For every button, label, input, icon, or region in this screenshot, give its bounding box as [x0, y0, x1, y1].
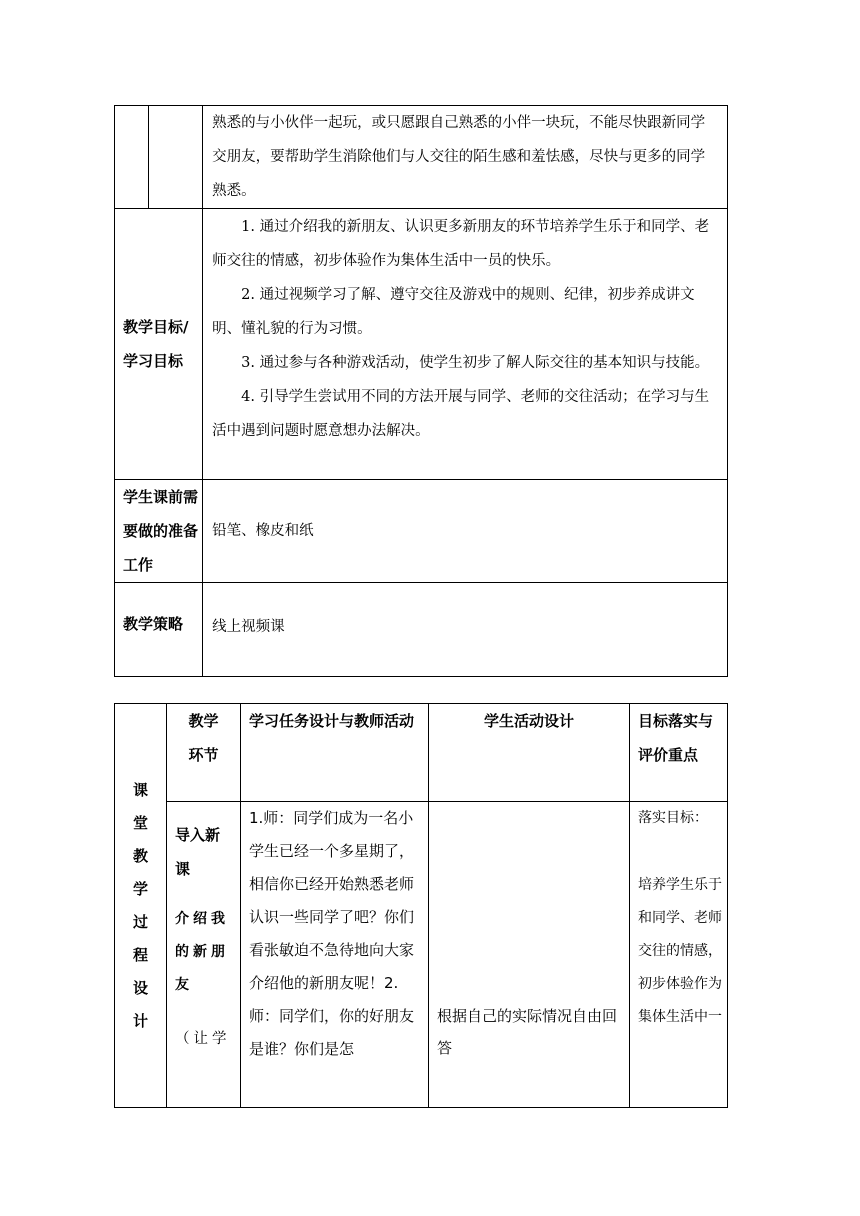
- prep-value: 铅笔、橡皮和纸: [203, 480, 728, 583]
- goal-item: 1. 通过介绍我的新朋友、认识更多新朋友的环节培养学生乐于和同学、老师交往的情感，初步体验作为集体生活中一员的快乐。: [212, 219, 710, 269]
- stage-subtitle: 介绍我的新朋友: [175, 911, 229, 993]
- header-goal: 目标落实与评价重点: [630, 704, 728, 802]
- student-activity-cell: 根据自己的实际情况自由回答: [429, 802, 630, 1108]
- goal-text: 培养学生乐于和同学、老师交往的情感，初步体验作为集体生活中一: [638, 877, 722, 1025]
- goal-item: 3. 通过参与各种游戏活动，使学生初步了解人际交往的基本知识与技能。: [241, 355, 710, 371]
- empty-cell: [149, 106, 203, 209]
- goal-cell: [630, 802, 728, 1108]
- goal-item: 4. 引导学生尝试用不同的方法开展与同学、老师的交往活动；在学习与生活中遇到问题时愿意想办法解决。: [212, 389, 710, 439]
- strategy-label: 教学策略: [115, 583, 203, 677]
- intro-row: [115, 802, 728, 1108]
- stage-title: 导入新课: [175, 826, 221, 878]
- stage-note: （让学: [175, 1031, 231, 1047]
- goal-title: 落实目标：: [638, 810, 708, 826]
- process-design-table: [114, 703, 728, 1108]
- continuation-text: 熟悉的与小伙伴一起玩，或只愿跟自己熟悉的小伴一块玩，不能尽快跟新同学交朋友，要帮助学生消除他们与人交往的陌生感和羞怯感，尽快与更多的同学熟悉。: [203, 106, 728, 209]
- continuation-row: [115, 106, 728, 209]
- empty-cell: [115, 106, 149, 209]
- goals-content: [203, 209, 728, 480]
- strategy-value: 线上视频课: [203, 583, 728, 677]
- goal-item: 2. 通过视频学习了解、遵守交往及游戏中的规则、纪律，初步养成讲文明、懂礼貌的行为习惯。: [212, 287, 695, 337]
- header-stage: 教学环节: [167, 704, 241, 802]
- header-student: 学生活动设计: [429, 704, 630, 802]
- teaching-plan-table: [114, 105, 728, 677]
- process-side-label: 课 堂 教 学 过 程 设 计: [115, 704, 167, 1108]
- header-task: 学习任务设计与教师活动: [241, 704, 429, 802]
- goals-label: [115, 209, 203, 480]
- stage-cell: [167, 802, 241, 1108]
- prep-label: 学生课前需要做的准备工作: [115, 480, 203, 583]
- strategy-row: [115, 583, 728, 677]
- task-cell: 1.师：同学们成为一名小学生已经一个多星期了，相信你已经开始熟悉老师认识一些同学了吧？你们看张敏迫不急待地向大家介绍他的新朋友呢！2.师：同学们，你的好朋友是谁？你们是怎: [241, 802, 429, 1108]
- prep-row: [115, 480, 728, 583]
- goals-label-text: 教学目标/学习目标: [123, 318, 189, 370]
- goals-row: [115, 209, 728, 480]
- header-row: [115, 704, 728, 802]
